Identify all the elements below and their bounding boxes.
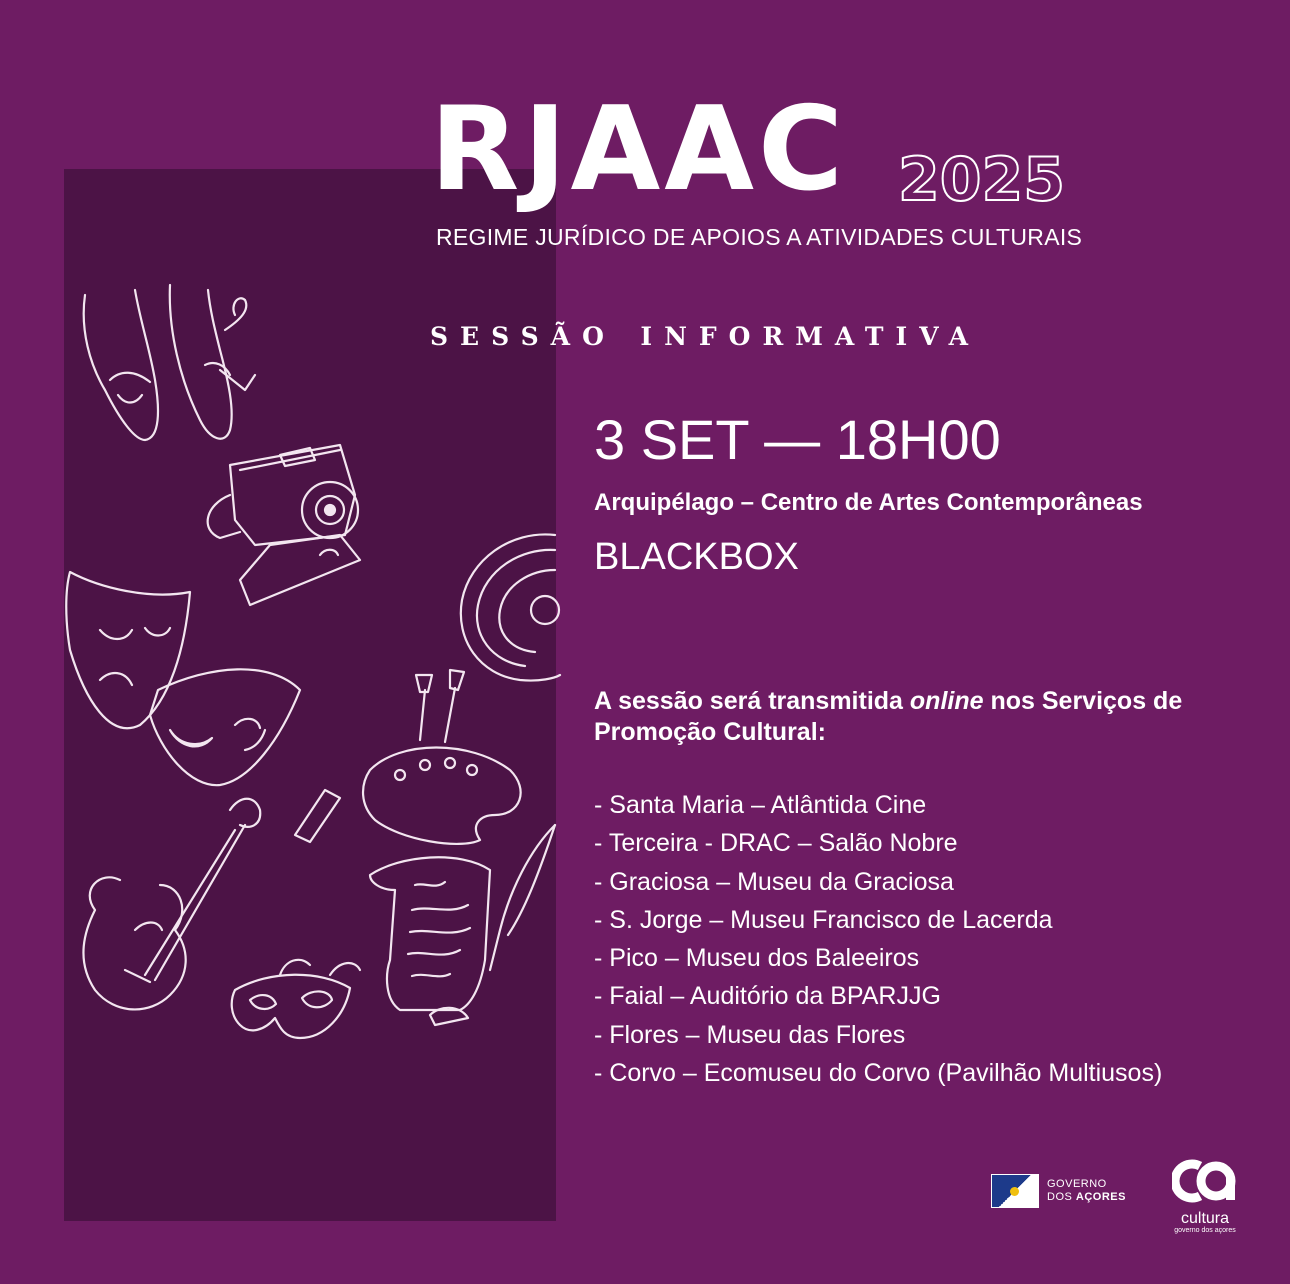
page-subtitle: REGIME JURÍDICO DE APOIOS A ATIVIDADES CULTURAIS bbox=[436, 224, 1083, 250]
list-item: - Pico – Museu dos Baleeiros bbox=[594, 944, 920, 973]
broadcast-intro-prefix: A sessão será transmitida bbox=[594, 687, 903, 715]
scroll-quill-icon bbox=[370, 825, 555, 1025]
camera-icon bbox=[208, 445, 360, 605]
ballet-shoes-icon bbox=[84, 285, 255, 440]
broadcast-intro bbox=[594, 686, 1234, 748]
government-line-1: GOVERNO bbox=[1047, 1178, 1107, 1190]
list-item: - Corvo – Ecomuseu do Corvo (Pavilhão Multiusos) bbox=[594, 1059, 1163, 1088]
event-room: BLACKBOX bbox=[594, 536, 799, 578]
arts-illustration bbox=[40, 270, 570, 1050]
paint-palette-icon bbox=[295, 670, 521, 844]
event-datetime: 3 SET — 18H00 bbox=[594, 408, 1001, 471]
year-label: 2025 bbox=[898, 145, 1065, 215]
theater-masks-icon bbox=[66, 572, 300, 785]
culture-sub: governo dos açores bbox=[1174, 1227, 1236, 1234]
carnival-mask-icon bbox=[232, 960, 360, 1038]
session-heading: sessão informativa bbox=[430, 312, 981, 354]
government-line-2-bold: AÇORES bbox=[1075, 1191, 1126, 1203]
list-item: - Flores – Museu das Flores bbox=[594, 1020, 906, 1049]
culture-logo bbox=[1170, 1158, 1240, 1235]
event-venue: Arquipélago – Centro de Artes Contemporâneas bbox=[594, 489, 1143, 516]
broadcast-intro-suffix: nos Serviços de Promoção Cultural: bbox=[594, 687, 1183, 746]
list-item: - S. Jorge – Museu Francisco de Lacerda bbox=[594, 905, 1053, 934]
list-item: - Graciosa – Museu da Graciosa bbox=[594, 867, 954, 896]
azores-flag-icon bbox=[991, 1174, 1039, 1208]
government-logo bbox=[991, 1174, 1126, 1208]
violin-icon bbox=[83, 799, 260, 1010]
list-item: - Santa Maria – Atlântida Cine bbox=[594, 791, 927, 819]
culture-name: cultura bbox=[1180, 1210, 1230, 1227]
vinyl-record-icon bbox=[461, 534, 560, 680]
page-title: RJAAC bbox=[430, 82, 848, 217]
broadcast-intro-emphasis: online bbox=[909, 687, 984, 715]
list-item: - Terceira - DRAC – Salão Nobre bbox=[594, 829, 958, 858]
list-item: - Faial – Auditório da BPARJJG bbox=[594, 982, 941, 1011]
location-list bbox=[594, 786, 1162, 1092]
government-logo-text bbox=[1047, 1178, 1126, 1204]
culture-ca-icon bbox=[1172, 1158, 1238, 1204]
government-line-2-prefix: DOS bbox=[1047, 1191, 1073, 1203]
